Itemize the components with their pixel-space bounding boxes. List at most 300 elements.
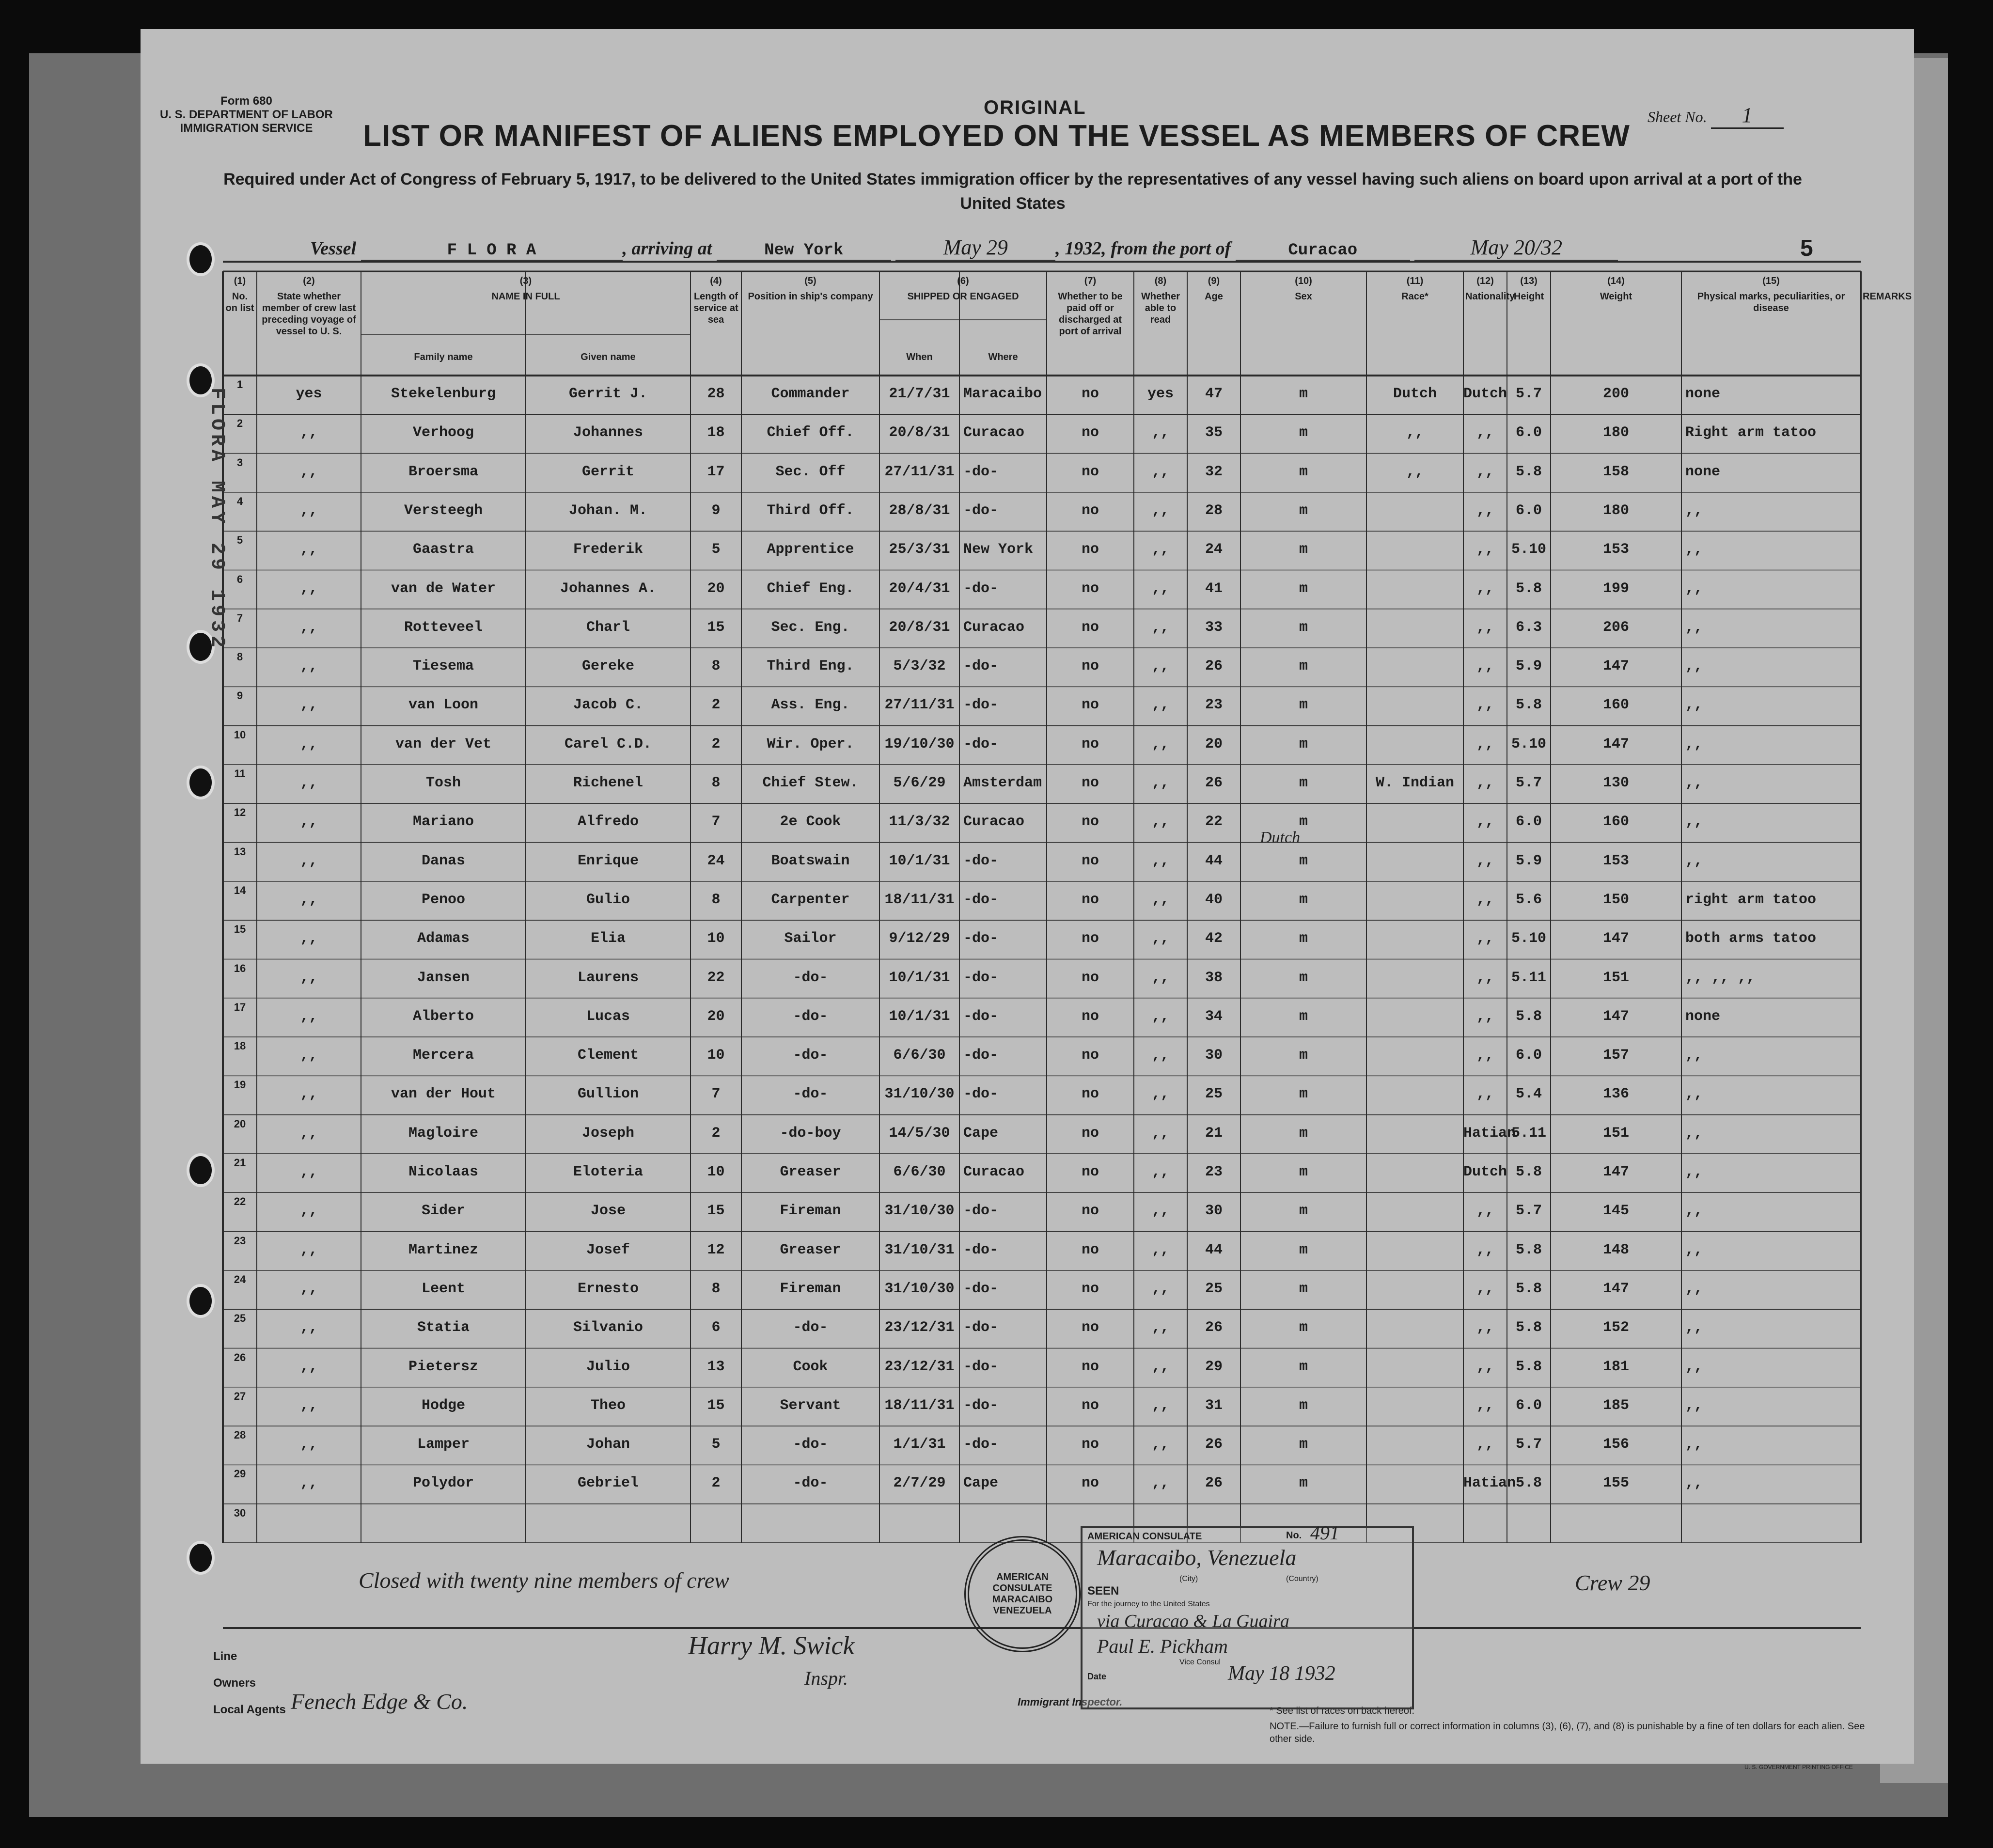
- subheader-where: Where: [988, 352, 1018, 362]
- cell-family-name: Tosh: [425, 775, 461, 791]
- cell-weight: 147: [1602, 658, 1629, 675]
- cell-able-to-read: ,,: [1151, 1358, 1169, 1375]
- cell-age: 23: [1205, 697, 1223, 714]
- cell-shipped-when: 21/7/31: [889, 386, 950, 402]
- column-header: Whether able to read: [1141, 291, 1180, 325]
- cell-height: 5.8: [1515, 1008, 1542, 1025]
- cell-sex: m: [1299, 1397, 1308, 1414]
- cell-family-name: Mercera: [412, 1047, 474, 1064]
- cell-height: 5.11: [1511, 1125, 1546, 1142]
- cell-previous-voyage: ,,: [300, 969, 318, 986]
- cell-shipped-where: -do-: [963, 697, 999, 714]
- cell-weight: 148: [1602, 1241, 1629, 1258]
- cell-shipped-where: Amsterdam: [963, 775, 1042, 791]
- cell-age: 33: [1205, 619, 1223, 636]
- cell-able-to-read: ,,: [1151, 1397, 1169, 1414]
- cell-physical-marks: ,,: [1685, 541, 1703, 558]
- cell-position: -do-: [793, 1008, 828, 1025]
- cell-physical-marks: ,,: [1685, 1475, 1703, 1492]
- cell-previous-voyage: ,,: [300, 502, 318, 519]
- cell-weight: 157: [1602, 1047, 1629, 1064]
- cell-shipped-when: 6/6/30: [893, 1047, 946, 1064]
- cell-position: Fireman: [780, 1203, 841, 1220]
- cell-family-name: Rotteveel: [404, 619, 483, 636]
- cell-age: 38: [1205, 969, 1223, 986]
- cell-previous-voyage: ,,: [300, 463, 318, 480]
- cell-physical-marks: ,,: [1685, 1241, 1703, 1258]
- cell-height: 5.8: [1515, 1358, 1542, 1375]
- cell-service-length: 28: [707, 386, 725, 402]
- cell-position: Sec. Off: [775, 463, 846, 480]
- cell-race: W. Indian: [1375, 775, 1455, 791]
- cell-family-name: Magloire: [408, 1125, 479, 1142]
- cell-height: 5.7: [1515, 386, 1542, 402]
- cell-shipped-where: Maracaibo: [963, 386, 1042, 402]
- cell-family-name: Pietersz: [408, 1358, 479, 1375]
- cell-position: Cook: [793, 1358, 828, 1375]
- cell-height: 5.8: [1515, 1475, 1542, 1492]
- cell-height: 5.10: [1511, 541, 1546, 558]
- cell-physical-marks: ,,: [1685, 1358, 1703, 1375]
- cell-able-to-read: ,,: [1151, 852, 1169, 869]
- cell-able-to-read: ,,: [1151, 1436, 1169, 1453]
- cell-shipped-when: 10/1/31: [889, 852, 950, 869]
- cell-shipped-where: Curacao: [963, 424, 1025, 441]
- cell-height: 5.8: [1515, 697, 1542, 714]
- cell-weight: 153: [1602, 541, 1629, 558]
- cell-physical-marks: ,,: [1685, 1397, 1703, 1414]
- cell-physical-marks: ,,: [1685, 502, 1703, 519]
- cell-weight: 152: [1602, 1319, 1629, 1336]
- column-header: No. on list: [225, 291, 254, 313]
- cell-sex: m: [1299, 658, 1308, 675]
- cell-previous-voyage: ,,: [300, 1280, 318, 1297]
- cell-weight: 153: [1602, 852, 1629, 869]
- column-header: Weight: [1600, 291, 1632, 302]
- cell-height: 5.8: [1515, 580, 1542, 597]
- cell-service-length: 2: [711, 1125, 721, 1142]
- cell-shipped-where: -do-: [963, 1086, 999, 1103]
- cell-previous-voyage: ,,: [300, 1358, 318, 1375]
- service-name: IMMIGRATION SERVICE: [180, 122, 313, 135]
- cell-able-to-read: ,,: [1151, 969, 1169, 986]
- cell-height: 5.7: [1515, 775, 1542, 791]
- cell-previous-voyage: ,,: [300, 580, 318, 597]
- cell-able-to-read: ,,: [1151, 463, 1169, 480]
- cell-nationality: ,,: [1476, 1008, 1494, 1025]
- cell-able-to-read: ,,: [1151, 1319, 1169, 1336]
- row-number: 18: [234, 1040, 246, 1052]
- row-number: 14: [234, 884, 246, 896]
- vessel-name: F L O R A: [361, 241, 623, 261]
- stamp-place: Maracaibo, Venezuela: [1097, 1545, 1297, 1570]
- cell-weight: 158: [1602, 463, 1629, 480]
- cell-age: 26: [1205, 1475, 1223, 1492]
- cell-able-to-read: ,,: [1151, 1164, 1169, 1180]
- stamp-city-label: (City): [1179, 1575, 1198, 1583]
- cell-weight: 155: [1602, 1475, 1629, 1492]
- cell-able-to-read: ,,: [1151, 424, 1169, 441]
- required-statement: Required under Act of Congress of February 5, 1917, to be delivered to the United States immigration officer by the representatives of any vessel having such aliens on board upon arrival at a port of the United States: [223, 170, 1802, 213]
- cell-nationality: ,,: [1476, 1436, 1494, 1453]
- cell-nationality: Dutch: [1463, 386, 1507, 402]
- cell-race: ,,: [1406, 463, 1424, 480]
- cell-position: -do-: [793, 1475, 828, 1492]
- cell-paid-off: no: [1081, 386, 1099, 402]
- cell-position: Servant: [780, 1397, 841, 1414]
- column-header: SHIPPED OR ENGAGED: [907, 291, 1019, 302]
- cell-position: 2e Cook: [780, 814, 841, 830]
- row-number: 9: [236, 689, 243, 702]
- column-number: (13): [1520, 276, 1538, 286]
- cell-service-length: 15: [707, 1397, 725, 1414]
- cell-race: Dutch: [1393, 386, 1437, 402]
- cell-age: 47: [1205, 386, 1223, 402]
- cell-given-name: Gebriel: [577, 1475, 639, 1492]
- cell-position: Sailor: [784, 930, 837, 947]
- cell-sex: m: [1299, 736, 1308, 752]
- cell-shipped-where: -do-: [963, 1319, 999, 1336]
- owners-label: Owners: [213, 1676, 256, 1690]
- cell-family-name: Alberto: [412, 1008, 474, 1025]
- cell-nationality: ,,: [1476, 969, 1494, 986]
- cell-paid-off: no: [1081, 891, 1099, 908]
- stamp-officer-title: Vice Consul: [1179, 1658, 1221, 1666]
- cell-paid-off: no: [1081, 930, 1099, 947]
- cell-service-length: 22: [707, 969, 725, 986]
- cell-shipped-where: New York: [963, 541, 1034, 558]
- row-number: 29: [234, 1468, 246, 1480]
- cell-height: 6.0: [1515, 502, 1542, 519]
- column-number: (7): [1084, 276, 1097, 286]
- row-number: 26: [234, 1351, 246, 1363]
- note-penalty: NOTE.—Failure to furnish full or correct information in columns (3), (6), (7), and (8) is punishable by a fine of ten dollars for each alien. See other side.: [1270, 1721, 1865, 1744]
- cell-given-name: Gullion: [577, 1086, 639, 1103]
- cell-nationality: Hatian: [1463, 1125, 1516, 1142]
- cell-shipped-when: 5/6/29: [893, 775, 946, 791]
- cell-age: 29: [1205, 1358, 1223, 1375]
- cell-paid-off: no: [1081, 814, 1099, 830]
- cell-nationality: ,,: [1476, 1047, 1494, 1064]
- cell-shipped-where: -do-: [963, 930, 999, 947]
- inspector-label: Immigrant Inspector.: [1018, 1696, 1123, 1708]
- cell-given-name: Alfredo: [577, 814, 639, 830]
- cell-weight: 156: [1602, 1436, 1629, 1453]
- stamp-seen: SEEN: [1087, 1584, 1119, 1597]
- cell-sex: m: [1299, 386, 1308, 402]
- cell-physical-marks: ,,: [1685, 814, 1703, 830]
- cell-physical-marks: ,,: [1685, 1203, 1703, 1220]
- cell-height: 5.6: [1515, 891, 1542, 908]
- cell-service-length: 5: [711, 541, 721, 558]
- cell-shipped-when: 19/10/30: [884, 736, 955, 752]
- cell-paid-off: no: [1081, 658, 1099, 675]
- column-header: Nationality: [1465, 291, 1515, 302]
- row-number: 4: [236, 495, 243, 507]
- cell-given-name: Richenel: [573, 775, 643, 791]
- cell-previous-voyage: ,,: [300, 1397, 318, 1414]
- column-number: (6): [957, 276, 969, 286]
- cell-service-length: 2: [711, 697, 721, 714]
- cell-height: 5.10: [1511, 930, 1546, 947]
- cell-sex: m: [1299, 580, 1308, 597]
- cell-sex: m: [1299, 1475, 1308, 1492]
- cell-sex: m: [1299, 424, 1308, 441]
- column-header: Race*: [1401, 291, 1428, 302]
- cell-nationality: ,,: [1476, 1397, 1494, 1414]
- cell-nationality: ,,: [1476, 541, 1494, 558]
- cell-given-name: Eloteria: [573, 1164, 643, 1180]
- cell-family-name: Adamas: [417, 930, 470, 947]
- cell-sex: m: [1299, 891, 1308, 908]
- stamp-country-label: (Country): [1286, 1575, 1318, 1583]
- cell-position: Chief Stew.: [762, 775, 859, 791]
- cell-physical-marks: ,,: [1685, 1280, 1703, 1297]
- cell-age: 26: [1205, 1319, 1223, 1336]
- cell-weight: 150: [1602, 891, 1629, 908]
- column-number: (12): [1476, 276, 1494, 286]
- cell-shipped-when: 20/8/31: [889, 424, 950, 441]
- cell-shipped-when: 31/10/30: [884, 1280, 955, 1297]
- cell-given-name: Enrique: [577, 852, 639, 869]
- line-label: Line: [213, 1650, 237, 1663]
- note-races: * See list of races on back hereof.: [1270, 1706, 1415, 1716]
- cell-previous-voyage: ,,: [300, 1125, 318, 1142]
- cell-nationality: ,,: [1476, 619, 1494, 636]
- cell-position: Greaser: [780, 1164, 841, 1180]
- cell-physical-marks: ,,: [1685, 852, 1703, 869]
- cell-age: 23: [1205, 1164, 1223, 1180]
- row-number: 17: [234, 1001, 246, 1013]
- cell-able-to-read: ,,: [1151, 891, 1169, 908]
- cell-paid-off: no: [1081, 1397, 1099, 1414]
- cell-able-to-read: ,,: [1151, 1241, 1169, 1258]
- cell-weight: 181: [1602, 1358, 1629, 1375]
- cell-previous-voyage: ,,: [300, 424, 318, 441]
- cell-height: 5.9: [1515, 658, 1542, 675]
- cell-service-length: 24: [707, 852, 725, 869]
- cell-physical-marks: ,,: [1685, 1164, 1703, 1180]
- cell-service-length: 10: [707, 1164, 725, 1180]
- column-header: Physical marks, peculiarities, or disease: [1697, 291, 1845, 313]
- cell-physical-marks: ,,: [1685, 1086, 1703, 1103]
- column-number: (10): [1295, 276, 1312, 286]
- cell-shipped-where: -do-: [963, 1203, 999, 1220]
- stamp-officer: Paul E. Pickham: [1097, 1635, 1228, 1657]
- cell-given-name: Gerrit J.: [568, 386, 648, 402]
- cell-nationality: ,,: [1476, 814, 1494, 830]
- cell-position: -do-: [793, 1086, 828, 1103]
- cell-family-name: Sider: [421, 1203, 465, 1220]
- cell-previous-voyage: ,,: [300, 1436, 318, 1453]
- cell-family-name: Jansen: [417, 969, 470, 986]
- inspector-signature: Harry M. Swick: [688, 1631, 855, 1660]
- cell-nationality: Hatian: [1463, 1475, 1516, 1492]
- cell-able-to-read: ,,: [1151, 502, 1169, 519]
- cell-family-name: van de Water: [391, 580, 496, 597]
- row-number: 12: [234, 806, 246, 819]
- cell-position: Commander: [771, 386, 850, 402]
- column-number: (8): [1154, 276, 1167, 286]
- cell-paid-off: no: [1081, 969, 1099, 986]
- cell-previous-voyage: ,,: [300, 1086, 318, 1103]
- column-header: Length of service at sea: [693, 291, 738, 325]
- cell-given-name: Silvanio: [573, 1319, 643, 1336]
- cell-sex: m: [1299, 1358, 1308, 1375]
- year-value: 32: [1083, 238, 1102, 259]
- cell-paid-off: no: [1081, 619, 1099, 636]
- cell-given-name: Gereke: [581, 658, 635, 675]
- cell-paid-off: no: [1081, 1047, 1099, 1064]
- cell-physical-marks: ,,: [1685, 1047, 1703, 1064]
- stamp-date-label: Date: [1087, 1672, 1107, 1681]
- cell-given-name: Frederik: [573, 541, 643, 558]
- cell-family-name: Leent: [421, 1280, 465, 1297]
- row-number: 19: [234, 1079, 246, 1091]
- cell-shipped-when: 20/8/31: [889, 619, 950, 636]
- cell-shipped-where: -do-: [963, 1280, 999, 1297]
- cell-age: 41: [1205, 580, 1223, 597]
- cell-given-name: Julio: [586, 1358, 630, 1375]
- row-number: 22: [234, 1195, 246, 1208]
- cell-given-name: Carel C.D.: [564, 736, 652, 752]
- cell-family-name: Nicolaas: [408, 1164, 479, 1180]
- cell-position: Fireman: [780, 1280, 841, 1297]
- cell-able-to-read: ,,: [1151, 1280, 1169, 1297]
- cell-shipped-when: 20/4/31: [889, 580, 950, 597]
- cell-weight: 136: [1602, 1086, 1629, 1103]
- cell-age: 26: [1205, 1436, 1223, 1453]
- cell-service-length: 18: [707, 424, 725, 441]
- cell-previous-voyage: ,,: [300, 814, 318, 830]
- cell-weight: 147: [1602, 1164, 1629, 1180]
- cell-sex: m: [1299, 463, 1308, 480]
- cell-given-name: Johan. M.: [568, 502, 648, 519]
- cell-given-name: Ernesto: [577, 1280, 639, 1297]
- cell-family-name: Hodge: [421, 1397, 465, 1414]
- row-number: 24: [234, 1273, 246, 1285]
- cell-position: -do-: [793, 1319, 828, 1336]
- cell-service-length: 5: [711, 1436, 721, 1453]
- cell-previous-voyage: ,,: [300, 891, 318, 908]
- cell-height: 6.0: [1515, 424, 1542, 441]
- stamp-heading: AMERICAN CONSULATE: [1087, 1531, 1202, 1542]
- cell-age: 34: [1205, 1008, 1223, 1025]
- cell-sex: m: [1299, 1008, 1308, 1025]
- cell-position: Apprentice: [767, 541, 854, 558]
- cell-paid-off: no: [1081, 463, 1099, 480]
- cell-physical-marks: ,,: [1685, 736, 1703, 752]
- cell-family-name: Mariano: [412, 814, 474, 830]
- cell-weight: 147: [1602, 1008, 1629, 1025]
- cell-service-length: 2: [711, 1475, 721, 1492]
- cell-nationality: ,,: [1476, 424, 1494, 441]
- cell-nationality: ,,: [1476, 463, 1494, 480]
- column-number: (5): [804, 276, 816, 286]
- cell-weight: 185: [1602, 1397, 1629, 1414]
- cell-position: -do-: [793, 969, 828, 986]
- cell-shipped-where: -do-: [963, 1436, 999, 1453]
- cell-age: 44: [1205, 1241, 1223, 1258]
- original-stamp: ORIGINAL: [984, 97, 1086, 118]
- cell-shipped-where: -do-: [963, 891, 999, 908]
- cell-physical-marks: right arm tatoo: [1685, 891, 1817, 908]
- cell-given-name: Gulio: [586, 891, 630, 908]
- cell-age: 31: [1205, 1397, 1223, 1414]
- cell-family-name: Statia: [417, 1319, 470, 1336]
- closing-note: Closed with twenty nine members of crew: [359, 1568, 729, 1593]
- cell-position: Greaser: [780, 1241, 841, 1258]
- cell-sex: m: [1299, 619, 1308, 636]
- cell-weight: 147: [1602, 736, 1629, 752]
- cell-family-name: Versteegh: [404, 502, 483, 519]
- column-header: Sex: [1295, 291, 1312, 302]
- arriving-port: New York: [717, 241, 891, 261]
- cell-weight: 151: [1602, 1125, 1629, 1142]
- agents-signature: Fenech Edge & Co.: [291, 1689, 468, 1714]
- column-header: State whether member of crew last preceding voyage of vessel to U. S.: [262, 291, 356, 337]
- cell-nationality: ,,: [1476, 736, 1494, 752]
- cell-nationality: ,,: [1476, 1280, 1494, 1297]
- cell-physical-marks: ,,: [1685, 1125, 1703, 1142]
- arrival-date: May 29: [895, 235, 1055, 261]
- cell-paid-off: no: [1081, 775, 1099, 791]
- column-number: (15): [1762, 276, 1780, 286]
- cell-sex: m: [1299, 541, 1308, 558]
- cell-previous-voyage: ,,: [300, 930, 318, 947]
- from-label: , from the port of: [1101, 238, 1231, 259]
- cell-given-name: Gerrit: [581, 463, 635, 480]
- cell-physical-marks: none: [1685, 463, 1721, 480]
- cell-position: Carpenter: [771, 891, 850, 908]
- cell-able-to-read: ,,: [1151, 697, 1169, 714]
- cell-shipped-where: Cape: [963, 1125, 999, 1142]
- column-header: Whether to be paid off or discharged at port of arrival: [1058, 291, 1123, 337]
- cell-race: ,,: [1406, 424, 1424, 441]
- cell-age: 30: [1205, 1203, 1223, 1220]
- cell-age: 40: [1205, 891, 1223, 908]
- cell-sex: m: [1299, 930, 1308, 947]
- document-title: LIST OR MANIFEST OF ALIENS EMPLOYED ON THE VESSEL AS MEMBERS OF CREW: [363, 119, 1630, 153]
- cell-physical-marks: ,,: [1685, 658, 1703, 675]
- cell-weight: 160: [1602, 697, 1629, 714]
- cell-shipped-when: 1/1/31: [893, 1436, 946, 1453]
- cell-shipped-when: 23/12/31: [884, 1319, 955, 1336]
- cell-sex: m: [1299, 969, 1308, 986]
- cell-service-length: 9: [711, 502, 721, 519]
- cell-shipped-where: -do-: [963, 1047, 999, 1064]
- cell-nationality: ,,: [1476, 658, 1494, 675]
- cell-sex: m: [1299, 852, 1308, 869]
- cell-sex: m: [1299, 502, 1308, 519]
- cell-previous-voyage: ,,: [300, 1203, 318, 1220]
- cell-family-name: van Loon: [408, 697, 479, 714]
- cell-physical-marks: Right arm tatoo: [1685, 424, 1817, 441]
- cell-shipped-when: 6/6/30: [893, 1164, 946, 1180]
- cell-height: 6.0: [1515, 1047, 1542, 1064]
- cell-height: 5.7: [1515, 1203, 1542, 1220]
- cell-family-name: Martinez: [408, 1241, 479, 1258]
- cell-position: Third Off.: [767, 502, 854, 519]
- cell-previous-voyage: ,,: [300, 1475, 318, 1492]
- cell-paid-off: no: [1081, 1008, 1099, 1025]
- cell-shipped-when: 5/3/32: [893, 658, 946, 675]
- cell-position: Ass. Eng.: [771, 697, 850, 714]
- cell-able-to-read: ,,: [1151, 1047, 1169, 1064]
- row-number: 6: [236, 573, 243, 585]
- cell-paid-off: no: [1081, 1086, 1099, 1103]
- cell-service-length: 10: [707, 1047, 725, 1064]
